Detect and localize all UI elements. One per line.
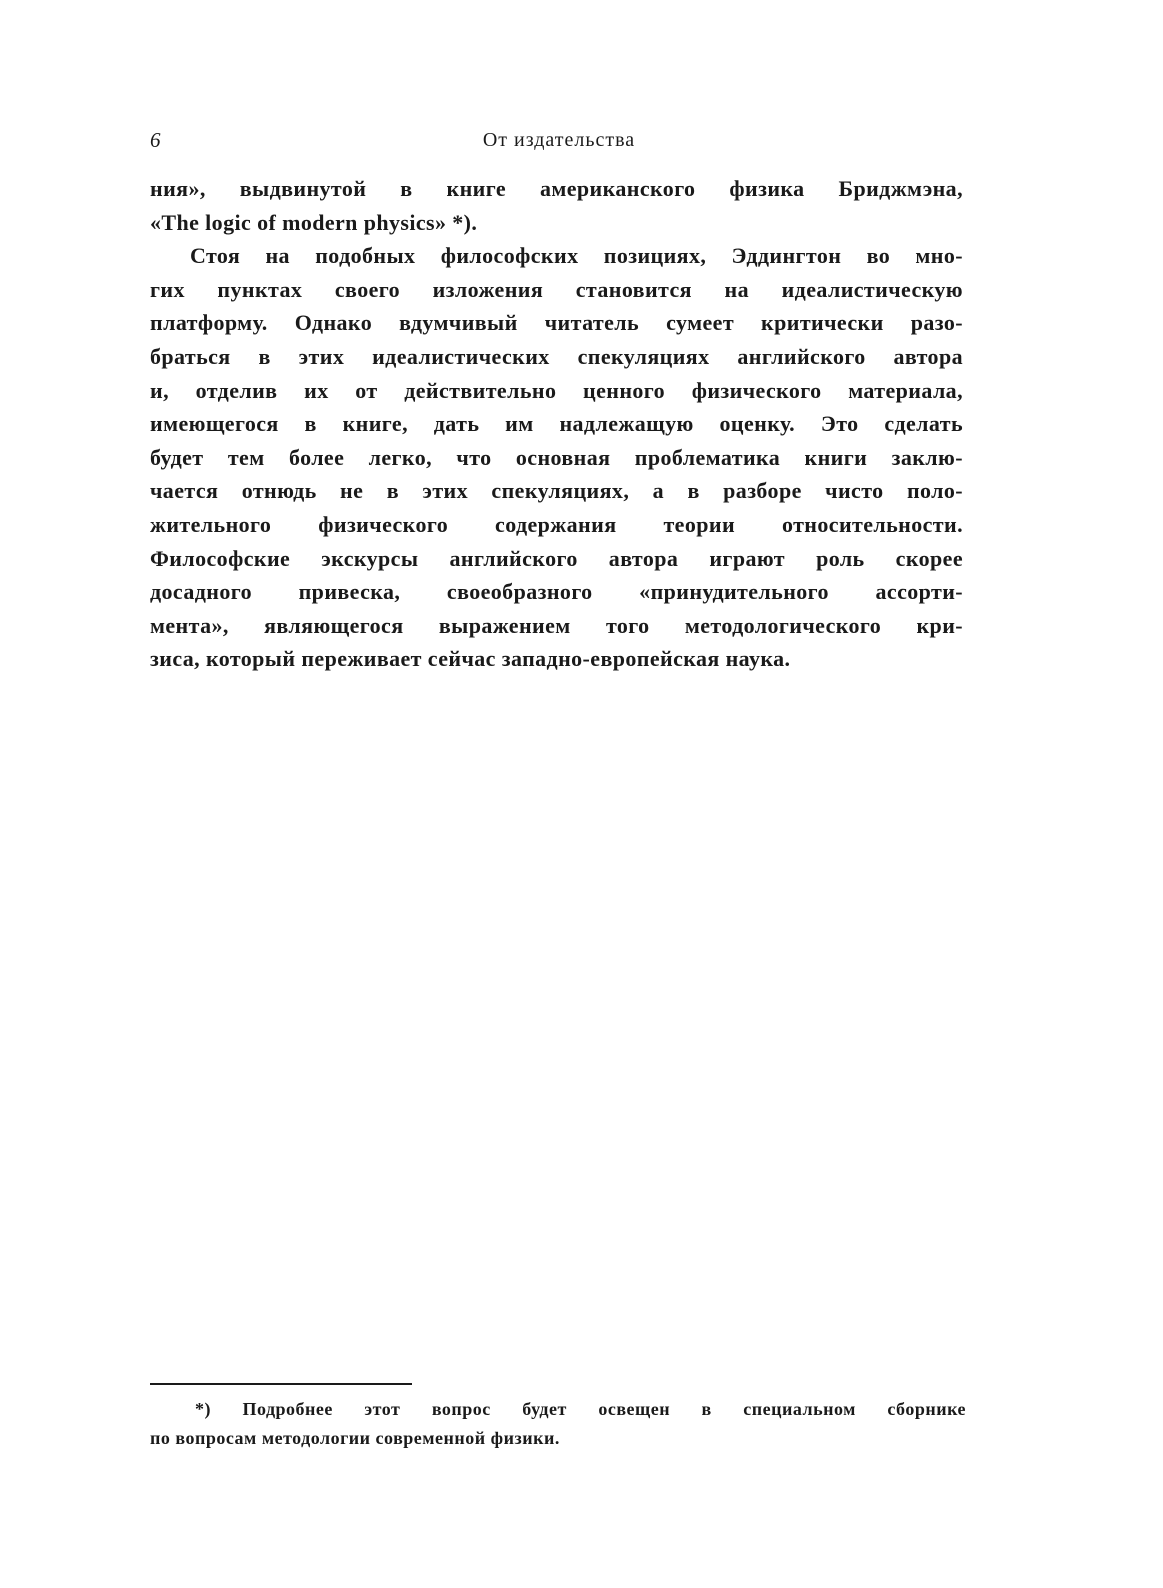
running-title: От издательства — [482, 129, 636, 151]
text-line: «The logic of modern physics» *). — [150, 209, 478, 235]
text-line: мента», являющегося выражением того методологического кри- — [150, 612, 963, 638]
text-line: и, отделив их от действительно ценного физического материала, — [150, 377, 963, 403]
text-line: имеющегося в книге, дать им надлежащую оценку. Это сделать — [150, 411, 963, 437]
text-line: Стоя на подобных философских позициях, Эддингтон во мно- — [190, 243, 963, 269]
footnote — [150, 1395, 966, 1453]
text-line: зиса, который переживает сейчас западно-европейская наука. — [150, 646, 791, 672]
page-number: 6 — [150, 128, 161, 152]
text-line: чается отнюдь не в этих спекуляциях, а в разборе чисто поло- — [150, 478, 963, 504]
text-line: досадного привеска, своеобразного «принудительного ассорти- — [150, 579, 963, 605]
text-line: ния», выдвинутой в книге американского физика Бриджмэна, — [150, 176, 963, 201]
footnote-line: по вопросам методологии современной физики. — [150, 1428, 560, 1448]
text-line: гих пунктах своего изложения становится на идеалистическую — [150, 276, 963, 302]
text-line: браться в этих идеалистических спекуляциях английского автора — [150, 343, 963, 369]
text-line: будет тем более легко, что основная проблематика книги заклю- — [150, 444, 963, 470]
text-line: платформу. Однако вдумчивый читатель сумеет критически разо- — [150, 310, 963, 336]
main-text — [150, 172, 963, 676]
text-line: жительного физического содержания теории относительности. — [150, 511, 963, 537]
footnote-divider — [150, 1383, 412, 1385]
footnote-line: *) Подробнее этот вопрос будет освещен в специальном сборнике — [195, 1399, 966, 1419]
text-line: Философские экскурсы английского автора играют роль скорее — [150, 545, 963, 571]
